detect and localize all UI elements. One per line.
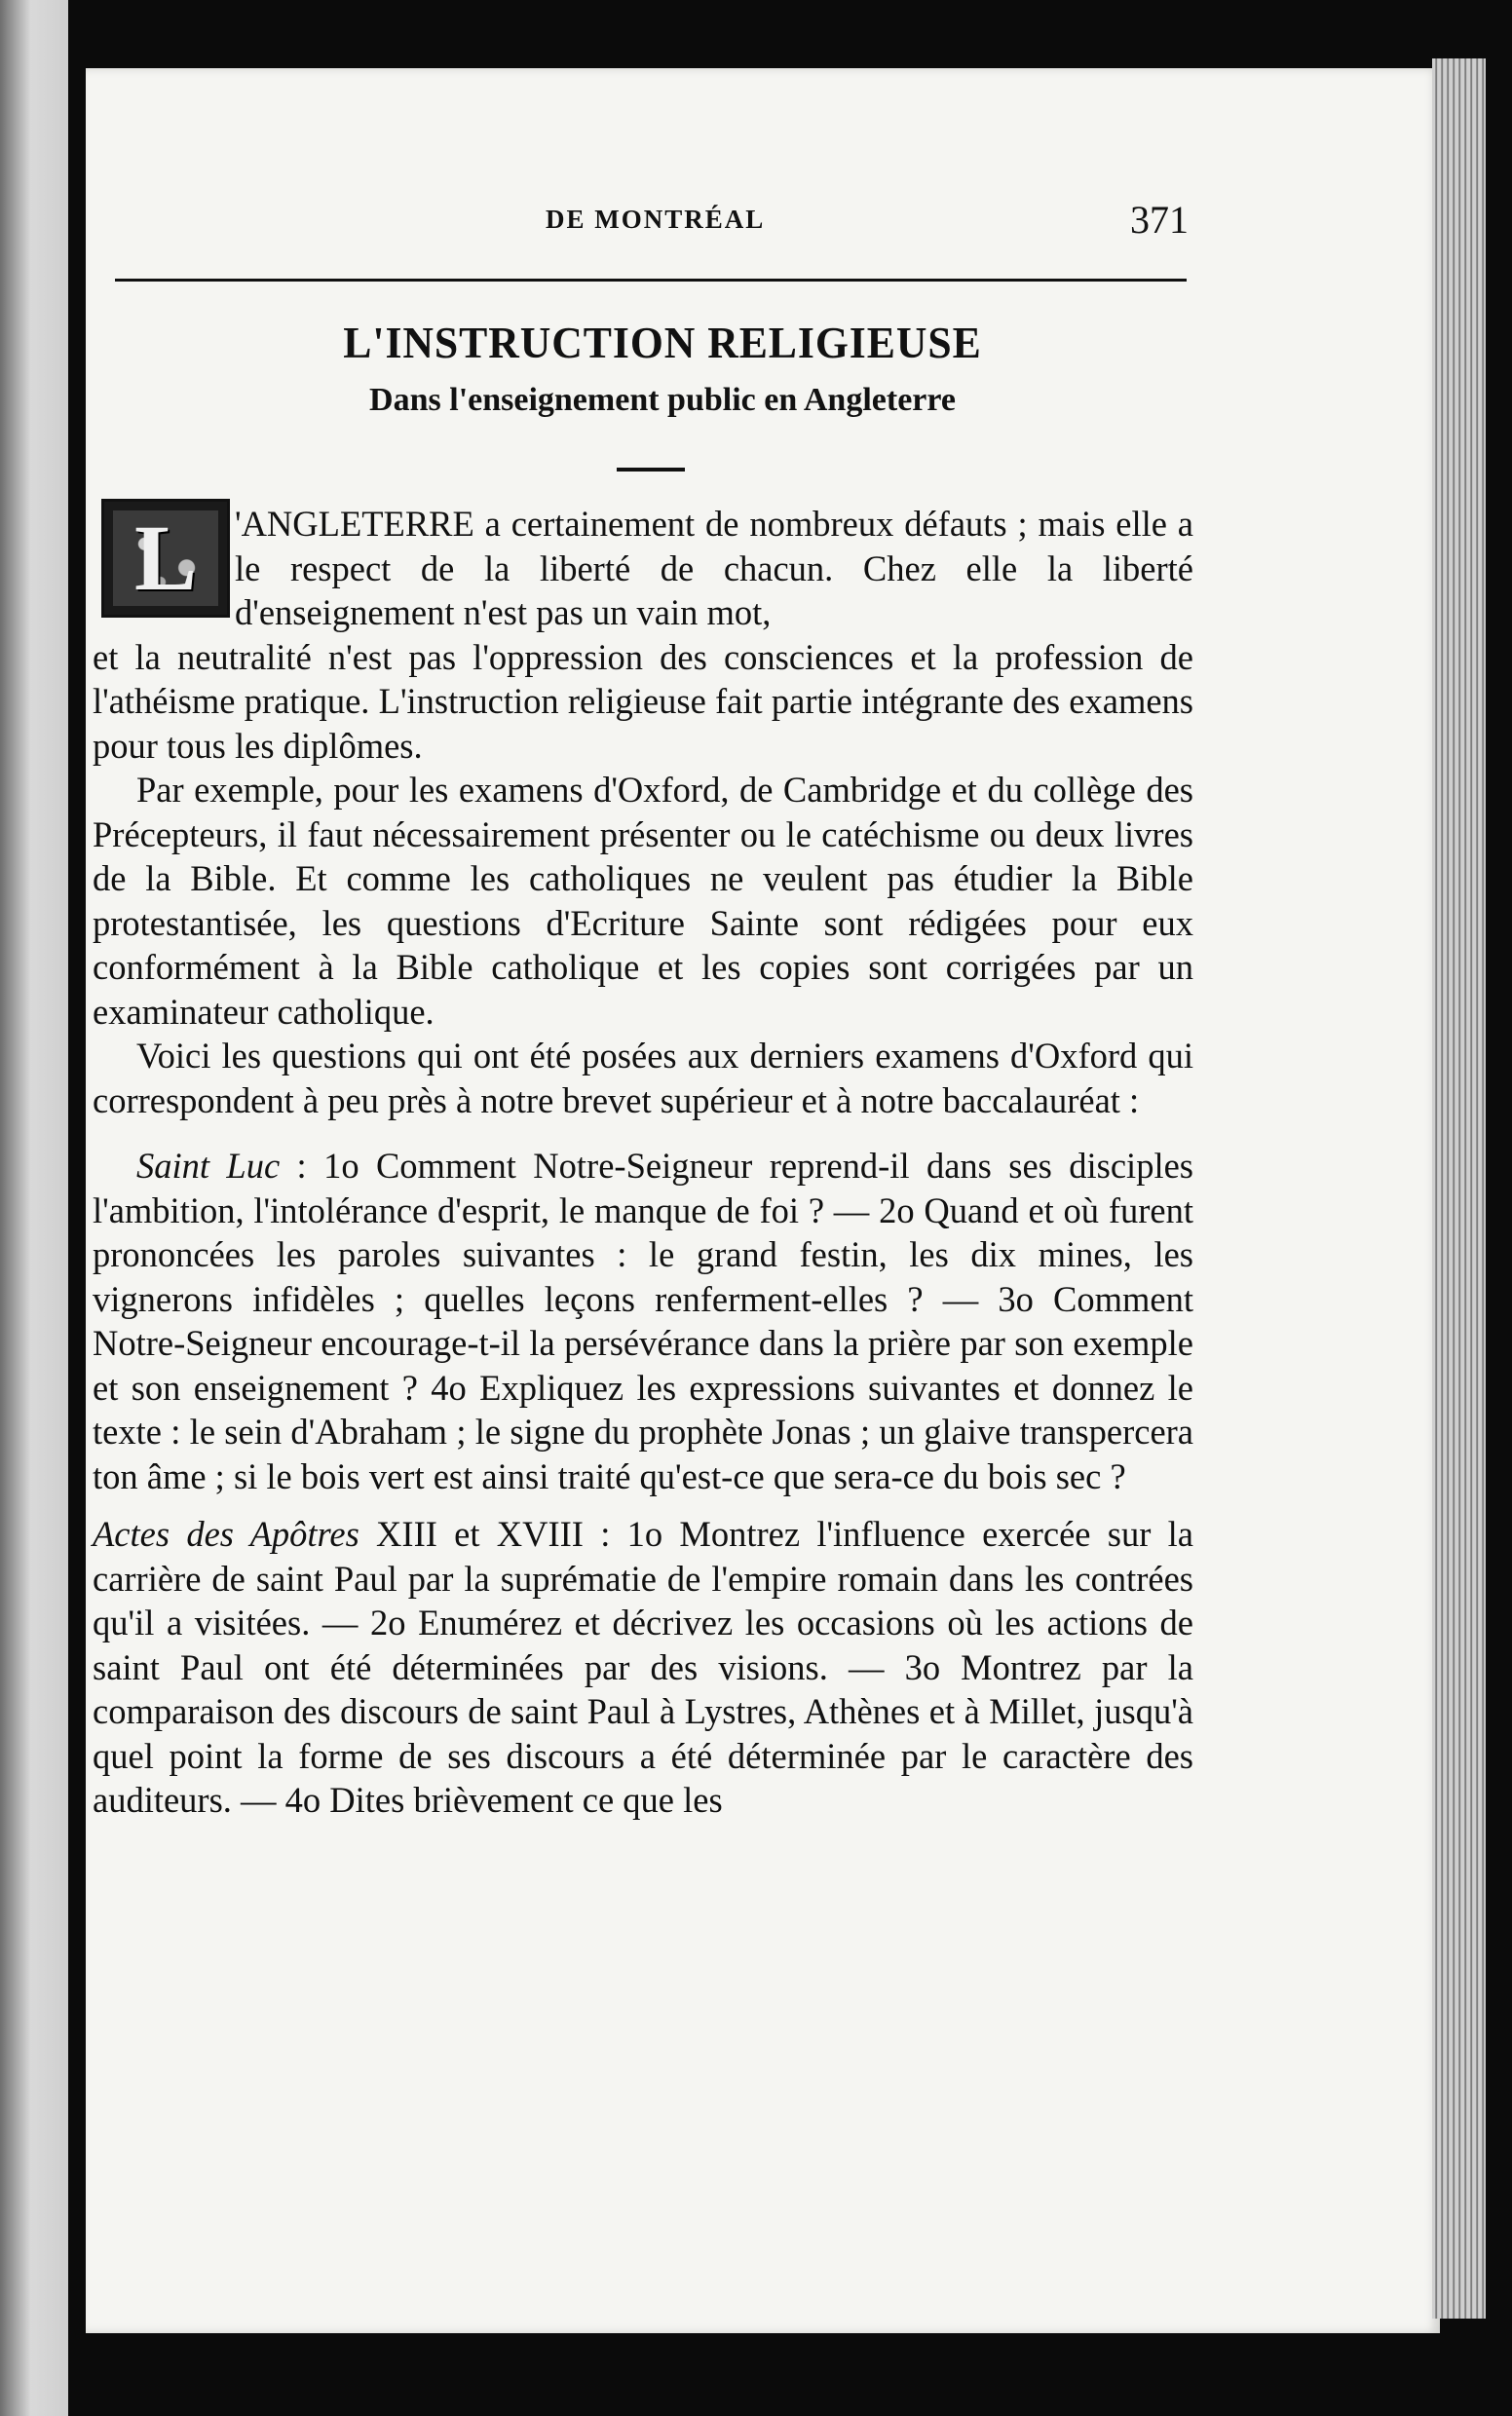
saint-luc-label: Saint Luc (136, 1146, 281, 1186)
previous-page-edge (0, 0, 68, 2416)
paragraph-1-tail: et la neutralité n'est pas l'oppression des consciences et la profession de l'athéisme pratique. L'instruction religieuse fait partie intégrante des examens pour tous les diplômes. (93, 636, 1193, 766)
paragraph-2: Par exemple, pour les examens d'Oxford, de Cambridge et du collège des Précepteurs, il faut nécessairement présenter ou le catéchisme ou deux livres de la Bible. Et comme les catholiques ne veulent pas étudier la Bible protestantisée, les questions d'Ecriture Sainte sont rédigées pour eux conformément à la Bible catholique et les copies sont corrigées par un examinateur catholique. (93, 770, 1193, 1032)
page-number: 371 (1130, 198, 1189, 242)
article-body (93, 502, 1193, 1823)
page-stack-edges (1432, 58, 1486, 2319)
paragraph-saint-luc (93, 1144, 1193, 1498)
paragraph-3: Voici les questions qui ont été posées aux derniers examens d'Oxford qui correspondent à peu près à notre brevet supérieur et à notre baccalauréat : (93, 1036, 1193, 1120)
header-rule (115, 279, 1187, 282)
article-subtitle: Dans l'enseignement public en Angleterre (369, 382, 956, 418)
article-title: L'INSTRUCTION RELIGIEUSE (343, 318, 982, 367)
paragraph-1-head: 'ANGLETERRE a certainement de nombreux défauts ; mais elle a le respect de la liberté de chacun. Chez elle la liberté d'enseignement n'est pas un vain mot, (235, 504, 1193, 632)
title-divider (617, 468, 685, 472)
running-head: DE MONTRÉAL (546, 205, 766, 234)
page-header (117, 195, 1189, 253)
saint-luc-text: : 1o Comment Notre-Seigneur reprend-il dans ses disciples l'ambition, l'intolérance d'esprit, le manque de foi ? — 2o Quand et où furent prononcées les paroles suivantes : le grand festin, les dix mines, les vignerons infidèles ; quelles leçons renferment-elles ? — 3o Comment Notre-Seigneur encourage-t-il la persévérance dans la prière par son exemple et son enseignement ? 4o Expliquez les expressions suivantes et donnez le texte : le sein d'Abraham ; le signe du prophète Jonas ; un glaive transpercera ton âme ; si le bois vert est ainsi traité qu'est-ce que sera-ce du bois sec ? (93, 1146, 1193, 1496)
dropcap-letter: L (133, 506, 198, 610)
actes-text: XIII et XVIII : 1o Montrez l'influence exercée sur la carrière de saint Paul par la suprématie de l'empire romain dans les contrées qu'il a visitées. — 2o Enumérez et décrivez les occasions où les actions de saint Paul ont été déterminées par des visions. — 3o Montrez par la comparaison des discours de saint Paul à Lystres, Athènes et à Millet, jusqu'à quel point la forme de ses discours a été déterminée par le caractère des auditeurs. — 4o Dites brièvement ce que les (93, 1514, 1193, 1820)
paragraph-actes (93, 1512, 1193, 1823)
actes-label: Actes des Apôtres (93, 1514, 359, 1554)
